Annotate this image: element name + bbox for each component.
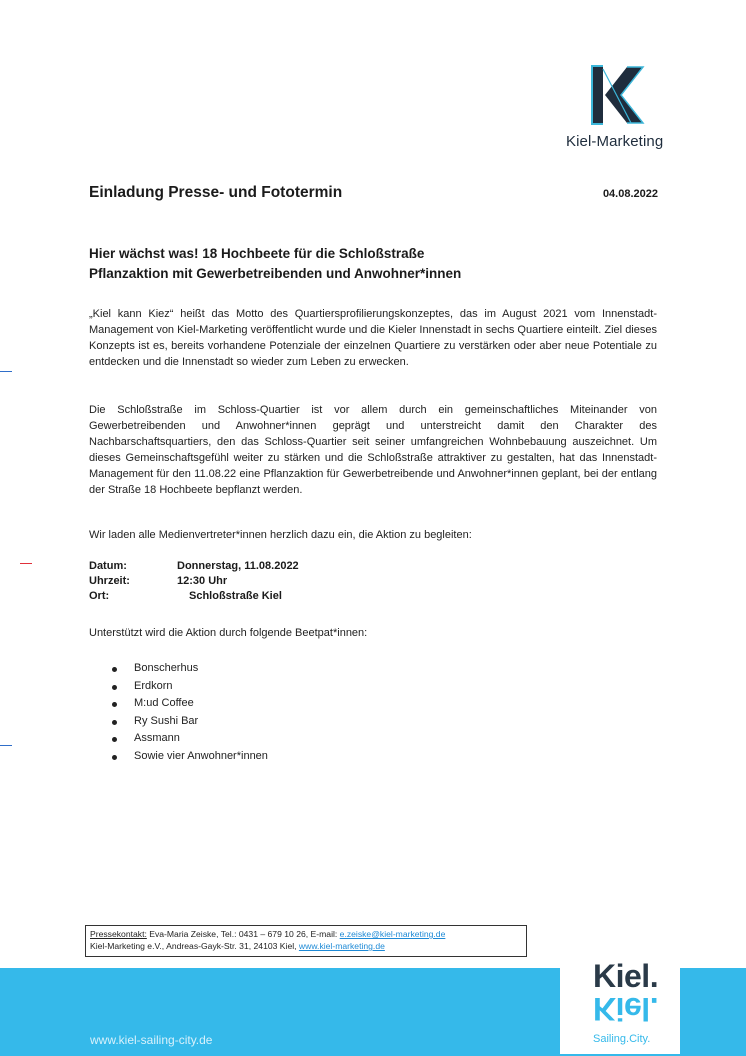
detail-label: Datum: <box>89 560 127 572</box>
headline-line-2: Pflanzaktion mit Gewerbetreibenden und Anwohner*innen <box>89 266 462 281</box>
list-item: Assmann <box>112 730 268 748</box>
list-item: Erdkorn <box>112 678 268 696</box>
sponsors-intro: Unterstützt wird die Aktion durch folgende Beetpat*innen: <box>89 627 368 639</box>
contact-label: Pressekontakt: <box>90 929 147 939</box>
contact-address: Kiel-Marketing e.V., Andreas-Gayk-Str. 31, 24103 Kiel, <box>90 941 299 951</box>
margin-mark <box>0 371 12 372</box>
contact-text: Eva-Maria Zeiske, Tel.: 0431 – 679 10 26, E-mail: <box>146 929 340 939</box>
list-item: Sowie vier Anwohner*innen <box>112 748 268 766</box>
logo-text: Kiel-Marketing <box>566 133 664 150</box>
website-link[interactable]: www.kiel-marketing.de <box>298 941 385 951</box>
detail-label: Uhrzeit: <box>89 575 130 587</box>
headline-line-1: Hier wächst was! 18 Hochbeete für die Schloßstraße <box>89 246 425 261</box>
kiel-marketing-logo-icon <box>591 65 645 125</box>
body-paragraph: Wir laden alle Medienvertreter*innen herzlich dazu ein, die Aktion zu begleiten: <box>89 529 472 541</box>
kiel-brand-logo: Kiel. <box>593 958 659 994</box>
contact-line-2 <box>90 940 522 952</box>
sponsor-list <box>112 660 268 765</box>
detail-value: Schloßstraße Kiel <box>189 590 282 602</box>
detail-value: 12:30 Uhr <box>177 575 228 587</box>
body-paragraph: Die Schloßstraße im Schloss-Quartier ist vor allem durch ein gemeinschaftliches Miteinander von Gewerbetreibenden und Anwohner*innen geprägt und unterstreicht damit den Charakter des Nachbarschaftsquartiers, den das Schloss-Quartier seit seiner umfangreichen Wohnbebauung auszeichnet. Um dieses Gemeinschaftsgefühl weiter zu stärken und die Schloßstraße attraktiver zu gestalten, hat das Innenstadt-Management für den 11.08.22 eine Pflanzaktion für Gewerbetreibende und Anwohner*innen geplant, bei der entlang der Straße 18 Hochbeete bepflanzt werden. <box>89 404 657 496</box>
detail-label: Ort: <box>89 590 110 602</box>
list-item: Ry Sushi Bar <box>112 713 268 731</box>
brand-tagline: Sailing.City. <box>593 1033 651 1045</box>
body-paragraph: „Kiel kann Kiez“ heißt das Motto des Quartiersprofilierungskonzeptes, das im August 2021 vom Innenstadt-Management von Kiel-Marketing veröffentlicht wurde und die Kieler Innenstadt in sechs Quartiere einteilt. Ziel dieses Konzepts ist es, bereits vorhandene Potenziale der einzelnen Quartiere zu verstärken oder aber neue Potentiale zu entdecken und die Innenstadt so wieder zum Leben zu erwecken. <box>89 308 657 368</box>
detail-value: Donnerstag, 11.08.2022 <box>177 560 299 572</box>
kiel-brand-reflection-icon: Kiel. <box>593 991 659 1027</box>
list-item: M:ud Coffee <box>112 695 268 713</box>
document-title: Einladung Presse- und Fototermin <box>89 184 343 201</box>
email-link[interactable]: e.zeiske@kiel-marketing.de <box>339 929 446 939</box>
margin-mark <box>0 745 12 746</box>
contact-line-1 <box>90 928 522 940</box>
headline <box>89 244 461 284</box>
margin-mark <box>20 563 32 564</box>
list-item: Bonscherhus <box>112 660 268 678</box>
footer-url[interactable]: www.kiel-sailing-city.de <box>90 1033 213 1047</box>
press-contact-box <box>85 925 527 957</box>
document-date: 04.08.2022 <box>602 188 658 200</box>
